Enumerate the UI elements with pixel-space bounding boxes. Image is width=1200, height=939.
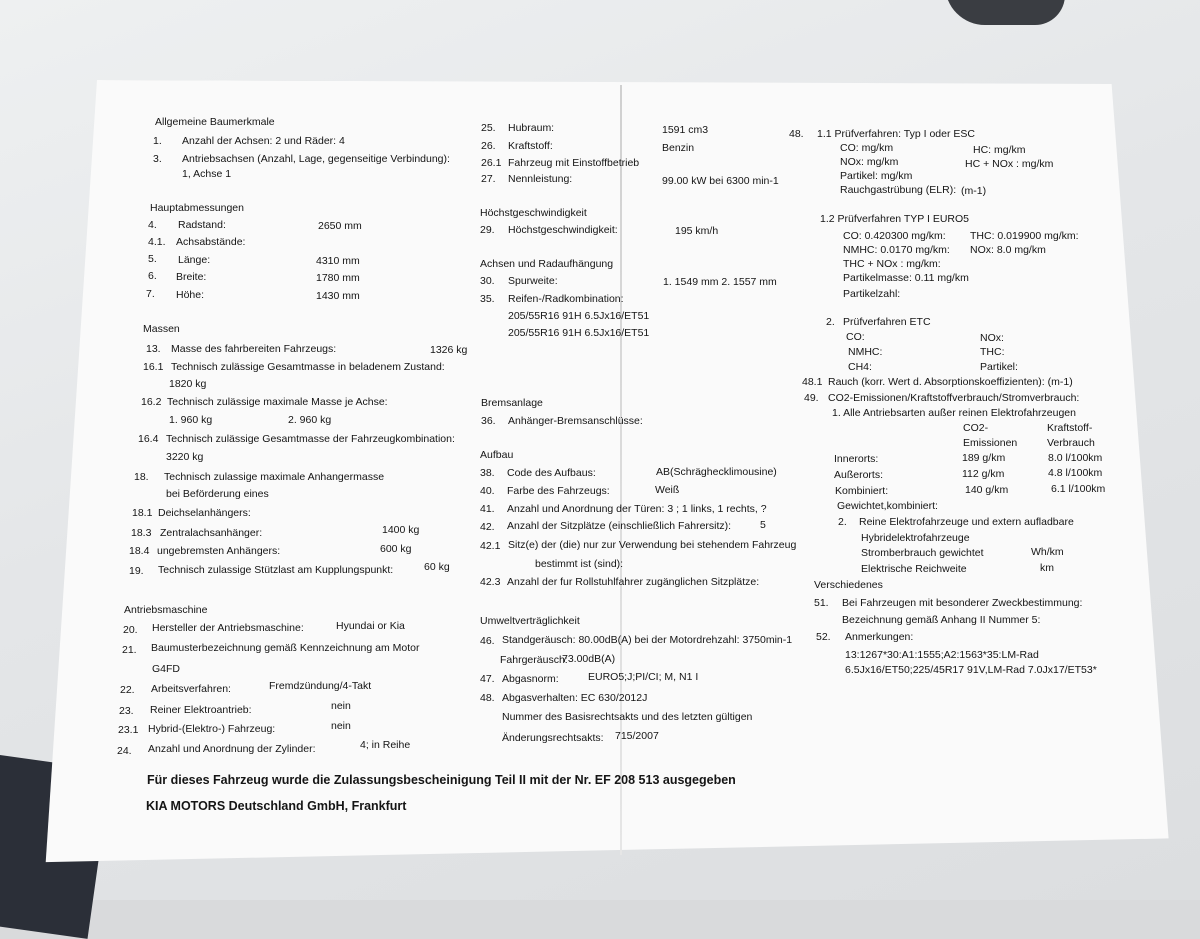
- doc-text: Nennleistung:: [508, 173, 573, 185]
- doc-text: 18.4: [129, 545, 150, 557]
- doc-text: Standgeräusch: 80.00dB(A) bei der Motordrehzahl: 3750min-1: [502, 634, 793, 646]
- doc-text: Hauptabmessungen: [150, 202, 244, 214]
- doc-text: 4.1.: [148, 236, 166, 248]
- doc-text: Technisch zulässige Gesamtmasse in beladenem Zustand:: [171, 361, 445, 373]
- doc-text: Farbe des Fahrzeugs:: [507, 485, 610, 497]
- doc-text: (m-1): [961, 185, 987, 197]
- doc-text: 189 g/km: [962, 452, 1006, 464]
- doc-text: Anzahl und Anordnung der Zylinder:: [148, 743, 316, 755]
- doc-text: 2. 960 kg: [288, 414, 332, 426]
- doc-text: 52.: [816, 631, 831, 643]
- doc-text: Technisch zulassige Stützlast am Kupplungspunkt:: [158, 564, 394, 576]
- doc-text: Antriebsachsen (Anzahl, Lage, gegenseitige Verbindung):: [182, 153, 450, 165]
- doc-text: Elektrische Reichweite: [861, 563, 967, 575]
- doc-text: Anhänger-Bremsanschlüsse:: [508, 415, 643, 427]
- doc-text: Kombiniert:: [835, 485, 889, 497]
- doc-text: 4310 mm: [316, 255, 360, 267]
- doc-text: 48.1: [802, 376, 823, 388]
- doc-text: Nummer des Basisrechtsakts und des letzten gültigen: [502, 711, 753, 723]
- doc-text: CO: mg/km: [840, 142, 894, 154]
- doc-text: Achsabstände:: [176, 236, 246, 248]
- doc-text: 36.: [481, 415, 496, 427]
- doc-text: 48.: [480, 692, 495, 704]
- doc-text: 1820 kg: [169, 378, 207, 390]
- doc-text: 205/55R16 91H 6.5Jx16/ET51: [508, 327, 650, 339]
- doc-text: Bezeichnung gemäß Anhang II Nummer 5:: [842, 614, 1041, 626]
- doc-text: 25.: [481, 122, 496, 134]
- doc-text: Kraftstoff:: [508, 140, 553, 152]
- doc-text: Sitz(e) der (die) nur zur Verwendung bei stehendem Fahrzeug: [508, 539, 797, 551]
- doc-text: Außerorts:: [834, 469, 884, 481]
- doc-text: Bremsanlage: [481, 397, 543, 409]
- doc-text: Verbrauch: [1047, 437, 1095, 449]
- doc-text: 29.: [480, 224, 495, 236]
- doc-text: Rauchgastrübung (ELR):: [840, 184, 957, 196]
- doc-text: 4.: [148, 219, 157, 231]
- doc-text: CO:: [846, 331, 865, 343]
- doc-text: 6.5Jx16/ET50;225/45R17 91V,LM-Rad 7.0Jx17/ET53*: [845, 664, 1097, 676]
- doc-text: 46.: [480, 635, 495, 647]
- doc-text: 112 g/km: [962, 468, 1005, 480]
- doc-text: 41.: [480, 503, 495, 515]
- doc-text: NOx:: [980, 332, 1004, 344]
- doc-text: Fremdzündung/4-Takt: [269, 680, 372, 692]
- doc-text: 1. 1549 mm 2. 1557 mm: [663, 276, 777, 288]
- doc-text: 27.: [481, 173, 496, 185]
- doc-text: bei Beförderung eines: [166, 488, 269, 500]
- doc-text: 20.: [123, 624, 138, 636]
- doc-text: Rauch (korr. Wert d. Absorptionskoeffizienten): (m-1): [828, 376, 1073, 388]
- doc-text: Anzahl der Sitzplätze (einschließlich Fahrersitz):: [507, 520, 732, 532]
- doc-text: Kraftstoff-: [1047, 422, 1093, 434]
- doc-text: Stromberbrauch gewichtet: [861, 547, 984, 559]
- doc-text: 1400 kg: [382, 524, 420, 536]
- doc-text: 35.: [480, 293, 495, 305]
- doc-text: Aufbau: [480, 449, 514, 461]
- doc-text: nein: [331, 720, 351, 732]
- doc-text: Für dieses Fahrzeug wurde die Zulassungsbescheinigung Teil II mit der Nr. EF 208 513 ausgegeben: [147, 773, 736, 787]
- doc-text: 38.: [480, 467, 495, 479]
- doc-text: 60 kg: [424, 561, 450, 573]
- doc-text: 1.1 Prüfverfahren: Typ I oder ESC: [817, 128, 975, 140]
- doc-text: CO: 0.420300 mg/km:: [843, 230, 946, 242]
- doc-text: Änderungsrechtsakts:: [502, 732, 604, 744]
- doc-text: 48.: [789, 128, 804, 140]
- doc-text: Technisch zulässige maximale Masse je Achse:: [167, 396, 388, 408]
- doc-text: Benzin: [662, 142, 695, 154]
- doc-text: Deichselanhängers:: [158, 507, 251, 519]
- doc-text: 18.3: [131, 527, 152, 539]
- doc-text: 21.: [122, 644, 137, 656]
- doc-text: EURO5;J;PI/CI; M, N1 I: [588, 671, 699, 683]
- doc-text: 6.1 l/100km: [1051, 483, 1106, 495]
- doc-text: 600 kg: [380, 543, 412, 555]
- doc-text: bestimmt ist (sind):: [535, 558, 624, 570]
- doc-text: KIA MOTORS Deutschland GmbH, Frankfurt: [146, 799, 407, 813]
- doc-text: 1430 mm: [316, 290, 360, 302]
- doc-text: Länge:: [178, 254, 211, 266]
- doc-text: Arbeitsverfahren:: [151, 683, 231, 695]
- doc-text: 4; in Reihe: [360, 739, 411, 751]
- doc-text: 30.: [480, 275, 495, 287]
- doc-text: 195 km/h: [675, 225, 719, 237]
- doc-text: Verschiedenes: [814, 579, 883, 591]
- doc-text: Höhe:: [176, 289, 205, 301]
- doc-text: Spurweite:: [508, 275, 558, 287]
- doc-text: Prüfverfahren ETC: [843, 316, 931, 328]
- doc-text: Masse des fahrbereiten Fahrzeugs:: [171, 343, 337, 355]
- doc-text: HC: mg/km: [973, 144, 1026, 156]
- doc-text: 42.: [480, 521, 495, 533]
- doc-text: 16.2: [141, 396, 162, 408]
- doc-text: 18.1: [132, 507, 153, 519]
- doc-text: 1591 cm3: [662, 124, 709, 136]
- doc-text: NMHC:: [848, 346, 883, 358]
- doc-text: 73.00dB(A): [562, 653, 616, 665]
- doc-text: Innerorts:: [834, 453, 879, 465]
- doc-text: Antriebsmaschine: [124, 604, 208, 616]
- doc-text: 42.3: [480, 576, 501, 588]
- doc-text: NOx: 8.0 mg/km: [970, 244, 1046, 256]
- doc-text: Partikelmasse: 0.11 mg/km: [843, 272, 969, 284]
- doc-text: 2.: [838, 516, 847, 528]
- doc-text: 1. 960 kg: [169, 414, 213, 426]
- doc-text: ungebremsten Anhängers:: [157, 545, 281, 557]
- doc-text: AB(Schräghecklimousine): [656, 466, 777, 478]
- doc-text: THC:: [980, 346, 1005, 358]
- doc-text: nein: [331, 700, 351, 712]
- doc-text: Partikel:: [980, 361, 1018, 373]
- doc-text: Technisch zulassige maximale Anhangermasse: [164, 471, 385, 483]
- doc-text: 5: [760, 519, 766, 531]
- doc-text: Partikel: mg/km: [840, 170, 913, 182]
- doc-text: THC + NOx : mg/km:: [843, 258, 941, 270]
- doc-text: km: [1040, 562, 1054, 574]
- doc-text: Achsen und Radaufhängung: [480, 258, 614, 270]
- doc-text: 47.: [480, 673, 495, 685]
- doc-text: 3220 kg: [166, 451, 204, 463]
- doc-text: Fahrgeräusch:: [500, 654, 568, 666]
- doc-text: 19.: [129, 565, 144, 577]
- doc-text: 42.1: [480, 540, 501, 552]
- doc-text: Reiner Elektroantrieb:: [150, 704, 252, 716]
- doc-text: 205/55R16 91H 6.5Jx16/ET51: [508, 310, 650, 322]
- doc-text: Abgasverhalten: EC 630/2012J: [502, 692, 648, 704]
- doc-text: Wh/km: [1031, 546, 1064, 558]
- doc-text: 2.: [826, 316, 835, 328]
- doc-text: 13.: [146, 343, 161, 355]
- doc-text: 1, Achse 1: [182, 168, 232, 180]
- doc-text: Breite:: [176, 271, 207, 283]
- doc-text: 18.: [134, 471, 149, 483]
- doc-text: Hybridelektrofahrzeuge: [861, 532, 970, 544]
- doc-text: 4.8 l/100km: [1048, 467, 1103, 479]
- doc-text: 140 g/km: [965, 484, 1009, 496]
- doc-text: Hersteller der Antriebsmaschine:: [152, 622, 304, 634]
- doc-text: Technisch zulässige Gesamtmasse der Fahrzeugkombination:: [166, 433, 455, 445]
- doc-text: Gewichtet,kombiniert:: [837, 500, 938, 512]
- doc-text: 23.1: [118, 724, 139, 736]
- doc-text: 3.: [153, 153, 162, 165]
- doc-text: Höchstgeschwindigkeit:: [508, 224, 618, 236]
- doc-text: Emissionen: [963, 437, 1018, 449]
- doc-text: 7.: [146, 288, 155, 300]
- doc-text: Anzahl und Anordnung der Türen: 3 ; 1 links, 1 rechts, ?: [507, 503, 767, 515]
- doc-text: 2650 mm: [318, 220, 362, 232]
- doc-text: Allgemeine Baumerkmale: [155, 116, 275, 128]
- doc-text: Höchstgeschwindigkeit: [480, 207, 587, 219]
- doc-text: Hyundai or Kia: [336, 620, 405, 632]
- doc-text: 51.: [814, 597, 829, 609]
- doc-text: 1.: [153, 135, 162, 147]
- doc-text: G4FD: [152, 663, 181, 675]
- doc-text: NOx: mg/km: [840, 156, 899, 168]
- doc-text: 1.2 Prüfverfahren TYP I EURO5: [820, 213, 970, 225]
- doc-text: Partikelzahl:: [843, 288, 901, 300]
- doc-text: Anmerkungen:: [845, 631, 914, 643]
- doc-text: 40.: [480, 485, 495, 497]
- doc-text: 715/2007: [615, 730, 659, 742]
- doc-text: Zentralachsanhänger:: [160, 527, 263, 539]
- doc-text: CO2-: [963, 422, 989, 434]
- doc-text: CO2-Emissionen/Kraftstoffverbrauch/Stromverbrauch:: [828, 392, 1080, 404]
- doc-text: 5.: [148, 253, 157, 265]
- doc-text: Umweltverträglichkeit: [480, 615, 580, 627]
- doc-text: Fahrzeug mit Einstoffbetrieb: [508, 157, 640, 169]
- doc-text: Massen: [143, 323, 180, 335]
- doc-text: THC: 0.019900 mg/km:: [970, 230, 1079, 242]
- doc-text: 24.: [117, 745, 132, 757]
- doc-text: Abgasnorm:: [502, 673, 559, 685]
- doc-text: Anzahl der Achsen: 2 und Räder: 4: [182, 135, 345, 147]
- doc-text: Bei Fahrzeugen mit besonderer Zweckbestimmung:: [842, 597, 1083, 609]
- doc-text: NMHC: 0.0170 mg/km:: [843, 244, 950, 256]
- doc-text: 8.0 l/100km: [1048, 452, 1103, 464]
- doc-text: 16.1: [143, 361, 164, 373]
- doc-text: 1326 kg: [430, 344, 468, 356]
- doc-text: Weiß: [655, 484, 680, 496]
- doc-text: 6.: [148, 270, 157, 282]
- doc-text: Radstand:: [178, 219, 226, 231]
- doc-text: 22.: [120, 684, 135, 696]
- doc-text: HC + NOx : mg/km: [965, 158, 1054, 170]
- doc-text: Reine Elektrofahrzeuge und extern aufladbare: [859, 516, 1074, 528]
- doc-text: Baumusterbezeichnung gemäß Kennzeichnung am Motor: [151, 642, 420, 654]
- doc-text: 99.00 kW bei 6300 min-1: [662, 175, 779, 187]
- doc-text: 16.4: [138, 433, 159, 445]
- doc-text: 13:1267*30:A1:1555;A2:1563*35:LM-Rad: [845, 649, 1039, 661]
- doc-text: Code des Aufbaus:: [507, 467, 596, 479]
- doc-text: 26.1: [481, 157, 502, 169]
- doc-text: 26.: [481, 140, 496, 152]
- doc-text: Hubraum:: [508, 122, 555, 134]
- doc-text: 49.: [804, 392, 819, 404]
- doc-text: 23.: [119, 705, 134, 717]
- doc-text: Hybrid-(Elektro-) Fahrzeug:: [148, 723, 276, 735]
- doc-text: Reifen-/Radkombination:: [508, 293, 624, 305]
- doc-text: CH4:: [848, 361, 872, 373]
- doc-text: Anzahl der fur Rollstuhlfahrer zugänglichen Sitzplätze:: [507, 576, 760, 588]
- doc-text: 1. Alle Antriebsarten außer reinen Elektrofahrzeugen: [832, 407, 1076, 419]
- doc-text: 1780 mm: [316, 272, 360, 284]
